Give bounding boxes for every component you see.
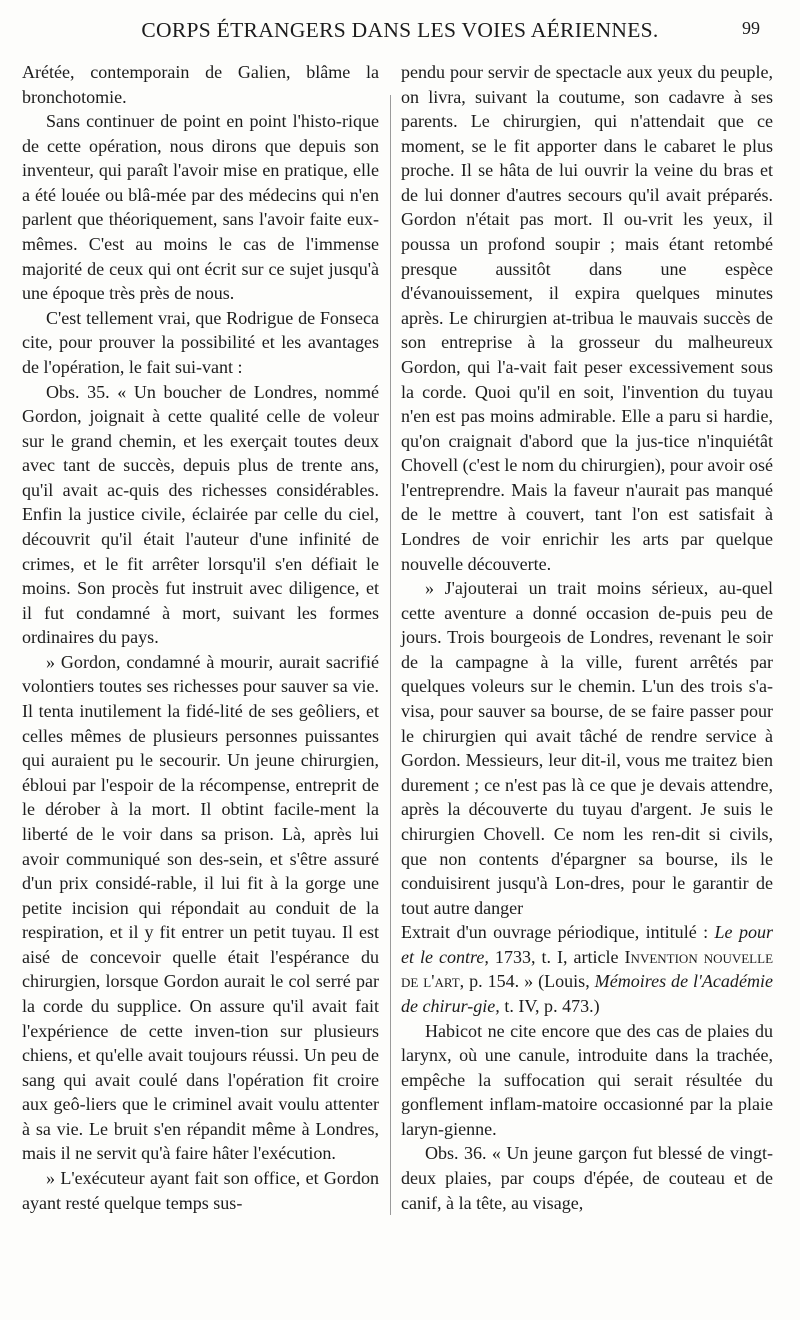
citation-year: 1733, t. I, article bbox=[494, 946, 619, 967]
paragraph: pendu pour servir de spectacle aux yeux du peuple, on livra, suivant la coutume, son cadavre à ses parents. Le chirurgien, qui n'attendait que ce moment, se le fit apporter dans le cabaret le plus proche. Il se hâta de lui ouvrir la veine du bras et de lui donner d'autres secours qu'il avait préparés. Gordon n'était pas mort. Il ou-vrit les yeux, il poussa un profond soupir ; mais étant retombé presque aussitôt dans une espèce d'évanouissement, il expira quelques minutes après. Le chirurgien at-tribua le mauvais succès de son entreprise à la grosseur du malheureux Gordon, qui l'a-vait fait peser excessivement sous la corde. Quoi qu'il en soit, l'invention du tuyau n'en est pas moins admirable. Elle a paru si hardie, qu'on craignait d'abord que la jus-tice n'inquiétât Chovell (c'est le nom du chirurgien), pour avoir osé l'entreprendre. Mais la faveur n'aurait pas manqué de le mettre à couvert, tant l'on est satisfait à Londres de voir enrichir les arts par quelque nouvelle découverte. bbox=[401, 62, 773, 574]
page-number: 99 bbox=[742, 18, 760, 38]
right-column bbox=[401, 60, 773, 1215]
paragraph: » L'exécuteur ayant fait son office, et Gordon ayant resté quelque temps sus- bbox=[22, 1168, 379, 1213]
citation-ref: t. IV, p. 473.) bbox=[504, 995, 600, 1016]
citation-work-title: Le pour et le contre, bbox=[401, 922, 774, 967]
observation-36 bbox=[401, 1141, 773, 1215]
running-title: CORPS ÉTRANGERS DANS LES VOIES AÉRIENNES. bbox=[141, 17, 659, 42]
citation-author: Louis, bbox=[544, 971, 590, 992]
column-divider bbox=[390, 95, 391, 1215]
paragraph: » Gordon, condamné à mourir, aurait sacrifié volontiers toutes ses richesses pour sauver sa vie. Il tenta inutilement la fidé-lité de ses geôliers, et celles mêmes de plusieurs personnes puissantes qui auraient pu le secourir. Un jeune chirurgien, ébloui par l'espoir de la récompense, entreprit de le dérober à la mort. Il obtint facile-ment la liberté de le voir dans sa prison. Là, après lui avoir communiqué son des-sein, et s'être assuré d'un prix considé-rable, il lui fit à la gorge une petite incision qui répondait au conduit de la respiration, et il y fit entrer un petit tuyau. Il est aisé de concevoir quelle était l'espérance du chirurgien, lorsque Gordon aurait le col serré par la corde du supplice. On assure qu'il avait fait l'expérience de cette inven-tion sur plusieurs chiens, et qu'elle avait toujours réussi. Un peu de sang qui avait coulé dans l'opération fit croire aux geô-liers que le criminel avait voulu attenter à sa vie. Le bruit s'en répandit même à Londres, mais il ne servit qu'à faire hâter l'exécution. bbox=[22, 651, 379, 1164]
paragraph: C'est tellement vrai, que Rodrigue de Fonseca cite, pour prouver la possibilité et les avantages de l'opération, le fait sui-vant : bbox=[22, 307, 379, 377]
observation-35: Obs. 35. « Un boucher de Londres, nommé Gordon, joignait à cette qualité celle de voleur sur le grand chemin, et les exerçait toutes deux avec tant de succès, depuis plus de trente ans, qu'il avait ac-quis des richesses considérables. Enfin la justice civile, éclairée par celle du ciel, découvrit qu'il était l'auteur d'une infinité de crimes, et le fit arrêter lorsqu'il s'en défiait le moins. Son procès fut instruit avec diligence, et il fut condamné à mort, suivant les formes ordinaires du pays. bbox=[22, 381, 379, 648]
paragraph: Sans continuer de point en point l'histo-rique de cette opération, nous dirons que depuis son inventeur, qui paraît l'avoir mise en pratique, elle a été louée ou blâ-mée par des médecins qui n'en parlent que théoriquement, sans l'avoir faite eux-mêmes. C'est au moins le cas de l'immense majorité de ceux qui ont écrit sur ce sujet jusqu'à une époque très près de nous. bbox=[22, 111, 379, 304]
paragraph: Habicot ne cite encore que des cas de plaies du larynx, où une canule, introduite dans la trachée, empêche la suffocation qui serait résultée du gonflement inflam-matoire occasionné par la plaie laryn-gienne. bbox=[401, 1020, 773, 1139]
observation-label: Obs. 36. bbox=[425, 1143, 487, 1164]
paragraph: Arétée, contemporain de Galien, blâme la bronchotomie. bbox=[22, 62, 379, 107]
paragraph: » J'ajouterai un trait moins sérieux, au-quel cette aventure a donné occasion de-puis peu de jours. Trois bourgeois de Londres, revenant le soir de la campagne à la ville, furent arrêtés par quelques voleurs sur le chemin. L'un des trois s'a-visa, pour sauver sa bourse, de se faire passer pour le chirurgien qui avait tâché de rendre service à Gordon. Messieurs, leur dit-il, vous me traitez bien durement ; ce n'est pas là ce que je devais attendre, après la découverte du tuyau d'argent. Je suis le chirurgien Chovell. Ce nom les ren-dit si civils, que non contents d'épargner sa bourse, ils le conduisirent jusqu'à Lon-dres, pour le garantir de tout autre danger bbox=[401, 578, 773, 918]
citation-page: p. 154. » bbox=[469, 971, 534, 992]
citation-open-paren: ( bbox=[538, 971, 545, 992]
observation-text: « Un jeune garçon fut blessé de vingt-deux plaies, par coups d'épée, de couteau et de canif, à la tête, au visage, bbox=[401, 1143, 774, 1213]
citation-journal: Mémoires de l'Académie de chirur-gie, bbox=[401, 971, 773, 1016]
citation-lead: Extrait d'un ouvrage périodique, intitulé : bbox=[401, 922, 709, 943]
citation bbox=[401, 920, 773, 1018]
running-head bbox=[20, 12, 780, 48]
left-column bbox=[22, 60, 379, 1215]
citation-article: Invention nouvelle de l'art, bbox=[401, 946, 774, 992]
